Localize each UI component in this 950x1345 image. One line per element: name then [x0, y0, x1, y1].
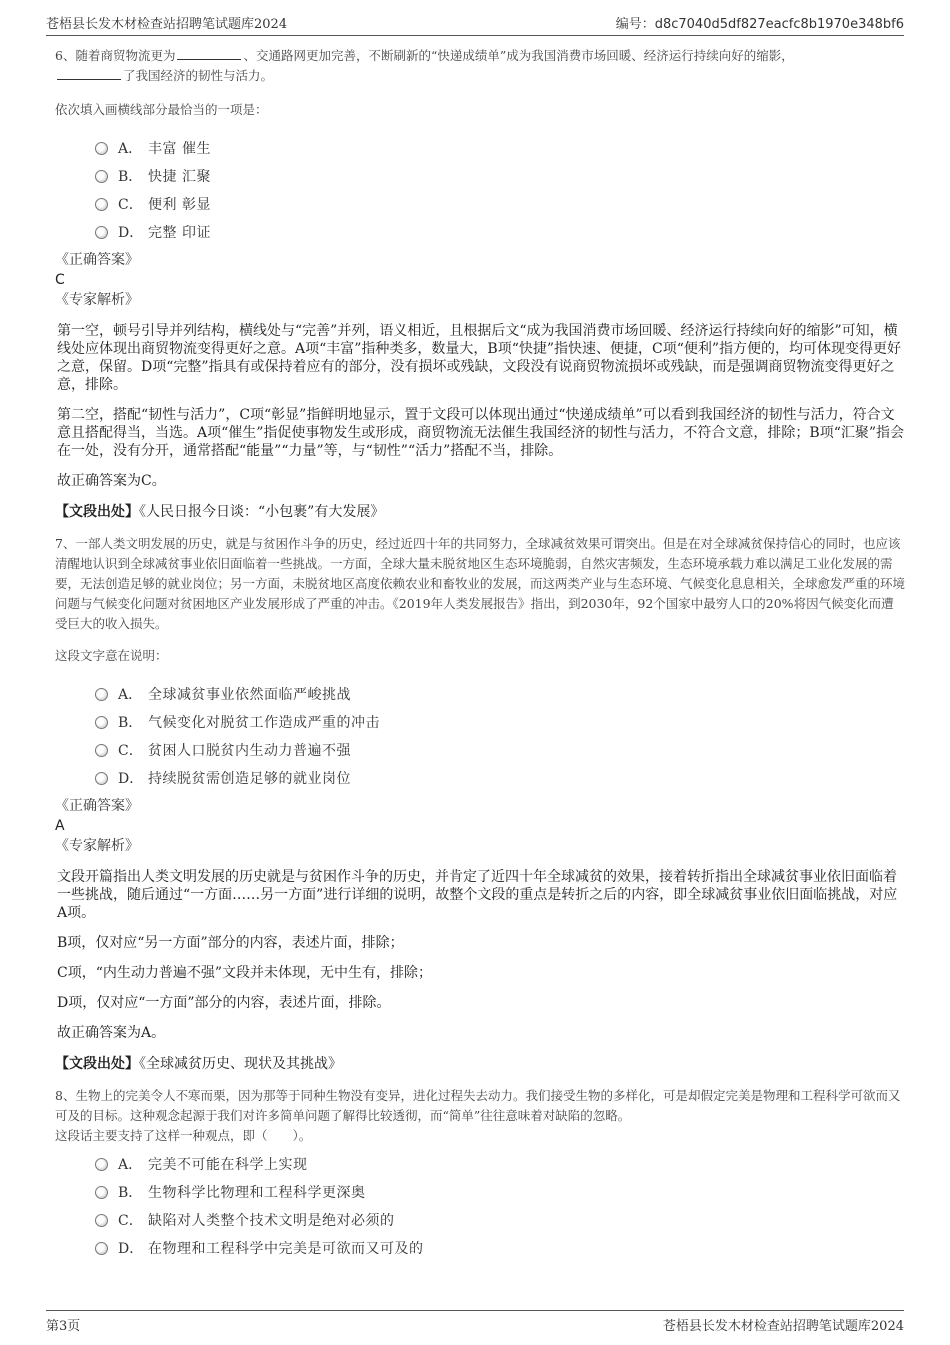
question-6-stem [55, 46, 905, 86]
q7-analysis [55, 868, 905, 1042]
option-text: 持续脱贫需创造足够的就业岗位 [148, 771, 351, 787]
option-letter: D． [118, 771, 144, 787]
option-text: 贫困人口脱贫内生动力普遍不强 [148, 743, 351, 759]
option-letter: A． [118, 687, 143, 703]
q8-option-d[interactable] [95, 1234, 905, 1262]
header-code-value: d8c7040d5df827eacfc8b1970e348bf6 [654, 17, 904, 32]
analysis-paragraph: D项，仅对应“一方面”部分的内容，表述片面，排除。 [57, 995, 391, 1011]
analysis-paragraph: 第一空，顿号引导并列结构，横线处与“完善”并列，语义相近，且根据后文“成为我国消费市场回暖、经济运行持续向好的缩影”可知，横线处应体现出商贸物流变得更好之意。A项“丰富”指种类多，数量大，B项“快捷”指快速、便捷，C项“便利”指方便的，均可体现变得更好之意，保留。D项“完整”指具有或保持着应有的部分，没有损坏或残缺，文段没有说商贸物流损坏或残缺，而是强调商贸物流变得更好之意，排除。 [57, 323, 902, 393]
q7-option-d[interactable] [95, 764, 905, 792]
footer-page-number: 第3页 [46, 1319, 81, 1334]
header-code-label: 编号： [615, 17, 655, 32]
radio-icon[interactable] [95, 1214, 108, 1227]
analysis-paragraph: C项，“内生动力普遍不强”文段并未体现，无中生有，排除； [57, 965, 433, 981]
q6-answer-value: C [55, 272, 65, 288]
radio-icon[interactable] [95, 1186, 108, 1199]
q6-analysis-label: 《专家解析》 [55, 292, 139, 308]
q6-option-a[interactable] [95, 134, 905, 162]
footer-title: 苍梧县长发木材检查站招聘笔试题库2024 [662, 1319, 904, 1334]
option-letter: A． [118, 1157, 143, 1173]
page-header [46, 14, 904, 36]
q7-option-a[interactable] [95, 680, 905, 708]
question-7-prompt: 这段文字意在说明： [55, 648, 168, 663]
question-6-options [95, 134, 905, 246]
question-8-stem: 8、生物上的完美令人不寒而栗，因为那等于同种生物没有变异，进化过程失去动力。我们接受生物的多样化，可是却假定完美是物理和工程科学可欲而又可及的目标。这种观念起源于我们对许多简单问题了解得比较透彻，而“简单”往往意味着对缺陷的忽略。 [55, 1088, 901, 1123]
radio-icon[interactable] [95, 744, 108, 757]
question-6 [55, 46, 905, 522]
header-code [616, 13, 904, 32]
question-8-prompt: 这段话主要支持了这样一种观点，即（ ）。 [55, 1128, 312, 1143]
header-title: 苍梧县长发木材检查站招聘笔试题库2024 [46, 17, 288, 32]
question-8 [55, 1086, 905, 1262]
q7-option-b[interactable] [95, 708, 905, 736]
option-text: 在物理和工程科学中完美是可欲而又可及的 [148, 1241, 424, 1257]
option-text: 完整 印证 [148, 225, 211, 241]
q6-stem-part3: 了我国经济的韧性与活力。 [123, 68, 274, 83]
q6-stem-part2: 、交通路网更加完善，不断刷新的“快递成绩单”成为我国消费市场回暖、经济运行持续向好的缩影， [243, 48, 794, 63]
radio-icon[interactable] [95, 226, 108, 239]
option-text: 全球减贫事业依然面临严峻挑战 [148, 687, 351, 703]
option-text: 气候变化对脱贫工作造成严重的冲击 [148, 715, 380, 731]
q6-stem-part1: 6、随着商贸物流更为 [55, 48, 176, 63]
q7-answer-label: 《正确答案》 [55, 798, 139, 814]
blank-2 [57, 66, 121, 80]
option-text: 缺陷对人类整个技术文明是绝对必须的 [148, 1213, 395, 1229]
source-text: 《全球减贫历史、现状及其挑战》 [139, 1056, 342, 1072]
radio-icon[interactable] [95, 142, 108, 155]
option-letter: C． [118, 1213, 143, 1229]
source-label: 【文段出处】 [55, 1056, 139, 1072]
radio-icon[interactable] [95, 1242, 108, 1255]
question-7-stem: 7、一部人类文明发展的历史，就是与贫困作斗争的历史，经过近四十年的共同努力，全球减贫效果可谓突出。但是在对全球减贫保持信心的同时，也应该清醒地认识到全球减贫事业依旧面临着一些挑战。一方面，全球大量未脱贫地区生态环境脆弱，自然灾害频发，生态环境承载力难以满足工业化发展的需要，无法创造足够的就业岗位；另一方面，未脱贫地区高度依赖农业和畜牧业的发展，而这两类产业与生态环境、气候变化息息相关，全球愈发严重的环境问题与气候变化问题对贫困地区产业发展形成了严重的冲击。《2019年人类发展报告》指出，到2030年，92个国家中最穷人口的20%将因气候变化而遭受巨大的收入损失。 [55, 536, 906, 631]
radio-icon[interactable] [95, 772, 108, 785]
q7-option-c[interactable] [95, 736, 905, 764]
q7-source [55, 1054, 905, 1074]
q7-answer-value: A [55, 818, 65, 834]
option-letter: A． [118, 141, 143, 157]
option-letter: C． [118, 743, 143, 759]
option-text: 便利 彰显 [148, 197, 211, 213]
option-text: 丰富 催生 [148, 141, 211, 157]
radio-icon[interactable] [95, 688, 108, 701]
option-letter: C． [118, 197, 143, 213]
q8-option-a[interactable] [95, 1150, 905, 1178]
radio-icon[interactable] [95, 716, 108, 729]
option-letter: B． [118, 1185, 143, 1201]
q8-option-b[interactable] [95, 1178, 905, 1206]
option-letter: D． [118, 225, 144, 241]
question-7-options [95, 680, 905, 792]
q6-option-c[interactable] [95, 190, 905, 218]
question-8-options [95, 1150, 905, 1262]
page-footer [46, 1310, 904, 1334]
source-text: 《人民日报今日谈：“小包裹”有大发展》 [139, 504, 385, 520]
analysis-paragraph: 文段开篇指出人类文明发展的历史就是与贫困作斗争的历史，并肯定了近四十年全球减贫的效果，接着转折指出全球减贫事业依旧面临着一些挑战，随后通过“一方面……另一方面”进行详细的说明，故整个文段的重点是转折之后的内容，即全球减贫事业依旧面临挑战，对应A项。 [57, 869, 898, 921]
analysis-paragraph: B项，仅对应“另一方面”部分的内容，表述片面，排除； [57, 935, 404, 951]
option-text: 生物科学比物理和工程科学更深奥 [148, 1185, 366, 1201]
page-content [55, 42, 905, 1262]
radio-icon[interactable] [95, 170, 108, 183]
analysis-paragraph: 故正确答案为C。 [57, 473, 166, 489]
option-text: 快捷 汇聚 [148, 169, 211, 185]
option-letter: D． [118, 1241, 144, 1257]
blank-1 [177, 46, 241, 60]
analysis-paragraph: 故正确答案为A。 [57, 1025, 166, 1041]
radio-icon[interactable] [95, 1158, 108, 1171]
question-7 [55, 534, 905, 1074]
option-letter: B． [118, 169, 143, 185]
option-text: 完美不可能在科学上实现 [148, 1157, 308, 1173]
option-letter: B． [118, 715, 143, 731]
q7-analysis-label: 《专家解析》 [55, 838, 139, 854]
question-6-prompt: 依次填入画横线部分最恰当的一项是： [55, 102, 268, 117]
q8-option-c[interactable] [95, 1206, 905, 1234]
q6-option-b[interactable] [95, 162, 905, 190]
q6-source [55, 502, 905, 522]
analysis-paragraph: 第二空，搭配“韧性与活力”，C项“彰显”指鲜明地显示，置于文段可以体现出通过“快递成绩单”可以看到我国经济的韧性与活力，符合文意且搭配得当，当选。A项“催生”指促使事物发生或形成，商贸物流无法催生我国经济的韧性与活力，不符合文意，排除；B项“汇聚”指会在一处，没有分开，通常搭配“能量”“力量”等，与“韧性”“活力”搭配不当，排除。 [57, 407, 905, 459]
source-label: 【文段出处】 [55, 504, 139, 520]
q6-analysis [55, 322, 905, 490]
q6-answer-label: 《正确答案》 [55, 252, 139, 268]
radio-icon[interactable] [95, 198, 108, 211]
q6-option-d[interactable] [95, 218, 905, 246]
